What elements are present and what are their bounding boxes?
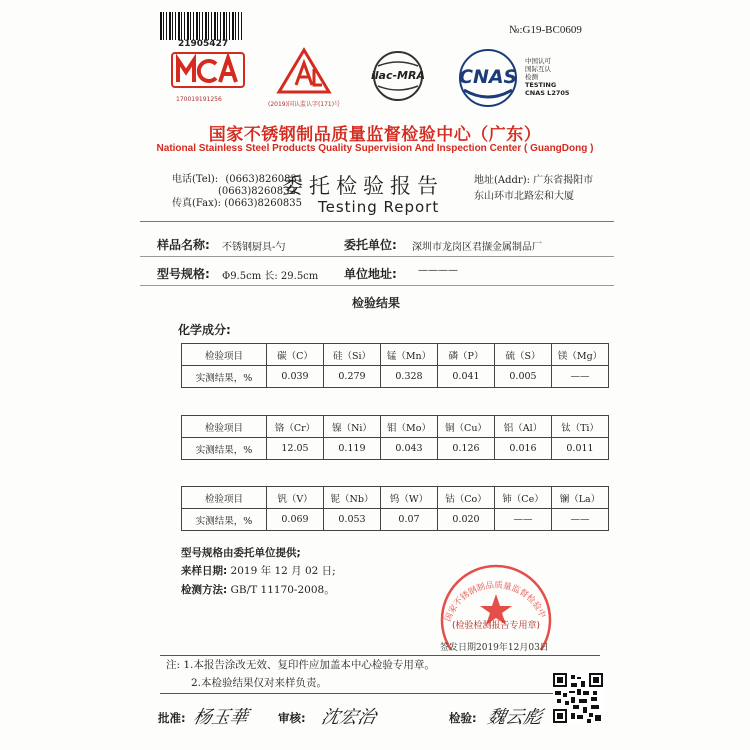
cnas-line: TESTING [525, 81, 557, 89]
table-row [182, 438, 609, 460]
table-cell: —— [552, 366, 609, 388]
client-address-label: 单位地址: [344, 267, 397, 281]
table-cell: 0.016 [495, 438, 552, 460]
sample-date-value: 2019 年 12 月 02 日; [230, 565, 336, 577]
client-value: 深圳市龙岗区君撷金属制品厂 [412, 242, 542, 253]
table-cell: 铝（Al） [495, 416, 552, 438]
qr-code-icon [553, 673, 603, 723]
table-cell: 铬（Cr） [267, 416, 324, 438]
table-cell: 检验项目 [182, 487, 267, 509]
barcode [160, 12, 242, 40]
fax-label: 传真(Fax): [172, 198, 222, 209]
table-row [182, 366, 609, 388]
table-row [182, 509, 609, 531]
cnas-line: 检测 [525, 73, 538, 81]
notes-divider-bottom [160, 693, 600, 694]
report-title-cn: 委托检验报告 [282, 174, 444, 198]
table-cell: 0.07 [381, 509, 438, 531]
chem-table-2 [181, 415, 609, 460]
review-signature: 沈宏治 [319, 707, 378, 728]
document-number: №:G19-BC0609 [509, 24, 582, 36]
table-cell: 镁（Mg） [552, 344, 609, 366]
cnas-label: CNAS [459, 66, 518, 88]
org-name-en: National Stainless Steel Products Quality Supervision And Inspection Center ( GuangDong ) [156, 143, 594, 154]
table-cell: 0.069 [267, 509, 324, 531]
header-divider [140, 221, 614, 222]
table-cell: 钒（V） [267, 487, 324, 509]
cnas-line: 国际互认 [525, 65, 551, 73]
report-title-en: Testing Report [318, 198, 440, 216]
table-cell: 0.020 [438, 509, 495, 531]
approve-label: 批准: [158, 711, 186, 725]
model-label: 型号规格: [157, 267, 210, 281]
table-cell: 钴（Co） [438, 487, 495, 509]
inspect-label: 检验: [449, 711, 477, 725]
info-divider-1 [140, 256, 614, 257]
qr-code [553, 673, 603, 723]
client-label: 委托单位: [344, 238, 397, 252]
cal-logo-icon [276, 47, 332, 95]
table-cell: 碳（C） [267, 344, 324, 366]
issue-date: 签发日期2019年12月03日 [440, 643, 549, 653]
chem-heading: 化学成分: [178, 323, 231, 337]
ilac-mra-label: ilac-MRA [371, 69, 425, 82]
approve-signature: 杨玉華 [191, 707, 250, 728]
seal-label: (检验检测报告专用章) [452, 621, 541, 631]
test-method-value: GB/T 11170-2008。 [230, 584, 335, 596]
table-cell: 0.039 [267, 366, 324, 388]
table-cell: 检验项目 [182, 416, 267, 438]
table-cell: 0.053 [324, 509, 381, 531]
table-header-row [182, 487, 609, 509]
org-name-cn: 国家不锈钢制品质量监督检验中心（广东） [208, 125, 542, 145]
table-cell: 硅（Si） [324, 344, 381, 366]
info-divider-2 [140, 285, 614, 286]
tel-1: (0663)8260831 [225, 174, 304, 185]
table-cell: 硫（S） [495, 344, 552, 366]
table-cell: 实测结果，% [182, 438, 267, 460]
table-cell: 0.279 [324, 366, 381, 388]
note-1: 注: 1.本报告涂改无效、复印件应加盖本中心检验专用章。 [166, 659, 435, 671]
model-value: Φ9.5cm 长: 29.5cm [222, 271, 319, 282]
review-label: 审核: [278, 711, 306, 725]
address-line-2: 东山环市北路宏和大厦 [474, 191, 574, 202]
inspect-signature: 魏云彪 [485, 707, 544, 728]
cnas-line: 中国认可 [525, 57, 551, 65]
address-line-1: 地址(Addr): 广东省揭阳市 [474, 175, 594, 186]
test-method [181, 582, 335, 597]
cma-caption: 170019191256 [176, 96, 222, 103]
barcode-number: 21905427 [178, 39, 229, 49]
table-cell: 0.041 [438, 366, 495, 388]
cma-logo-icon [170, 50, 246, 90]
cal-logo [276, 47, 332, 99]
note-2: 2.本检验结果仅对来样负责。 [191, 677, 328, 689]
table-cell: 镍（Ni） [324, 416, 381, 438]
table-header-row [182, 344, 609, 366]
test-method-label: 检测方法: [181, 584, 228, 596]
results-heading: 检验结果 [352, 296, 401, 310]
table-cell: 磷（P） [438, 344, 495, 366]
table-cell: 钛（Ti） [552, 416, 609, 438]
notes-divider [160, 655, 600, 656]
sample-name-label: 样品名称: [157, 238, 210, 252]
table-cell: 0.043 [381, 438, 438, 460]
tel-2: (0663)8260832 [218, 186, 296, 197]
fax-number: (0663)8260835 [224, 198, 303, 209]
table-cell: 铈（Ce） [495, 487, 552, 509]
table-cell: 0.011 [552, 438, 609, 460]
cnas-text-block [525, 57, 569, 97]
sample-date [181, 563, 336, 578]
table-cell: 0.005 [495, 366, 552, 388]
client-address-value: ———— [418, 265, 458, 276]
model-source-note: 型号规格由委托单位提供; [181, 547, 301, 559]
table-cell: 0.126 [438, 438, 495, 460]
seal-icon [436, 560, 556, 650]
table-cell: —— [552, 509, 609, 531]
address-block [474, 174, 593, 203]
tel-label: 电话(Tel): [172, 174, 219, 185]
table-cell: 钼（Mo） [381, 416, 438, 438]
table-cell: 12.05 [267, 438, 324, 460]
cma-logo [170, 50, 246, 94]
table-header-row [182, 416, 609, 438]
table-cell: 0.119 [324, 438, 381, 460]
table-cell: —— [495, 509, 552, 531]
cnas-line: CNAS L2705 [525, 89, 570, 97]
sample-date-label: 来样日期: [181, 565, 228, 577]
chem-table-1 [181, 343, 609, 388]
table-cell: 铜（Cu） [438, 416, 495, 438]
table-cell: 检验项目 [182, 344, 267, 366]
table-cell: 实测结果，% [182, 366, 267, 388]
sample-name-value: 不锈钢厨具-勺 [222, 242, 286, 253]
table-cell: 0.328 [381, 366, 438, 388]
table-cell: 钨（W） [381, 487, 438, 509]
chem-table-3 [181, 486, 609, 531]
table-cell: 锰（Mn） [381, 344, 438, 366]
official-seal [436, 560, 556, 650]
table-cell: 实测结果，% [182, 509, 267, 531]
cal-caption: (2019)国认监认字(171)号 [268, 101, 341, 108]
table-cell: 镧（La） [552, 487, 609, 509]
seal-ring-text: 国家不锈钢制品质量监督检验中 [443, 580, 548, 624]
table-cell: 铌（Nb） [324, 487, 381, 509]
